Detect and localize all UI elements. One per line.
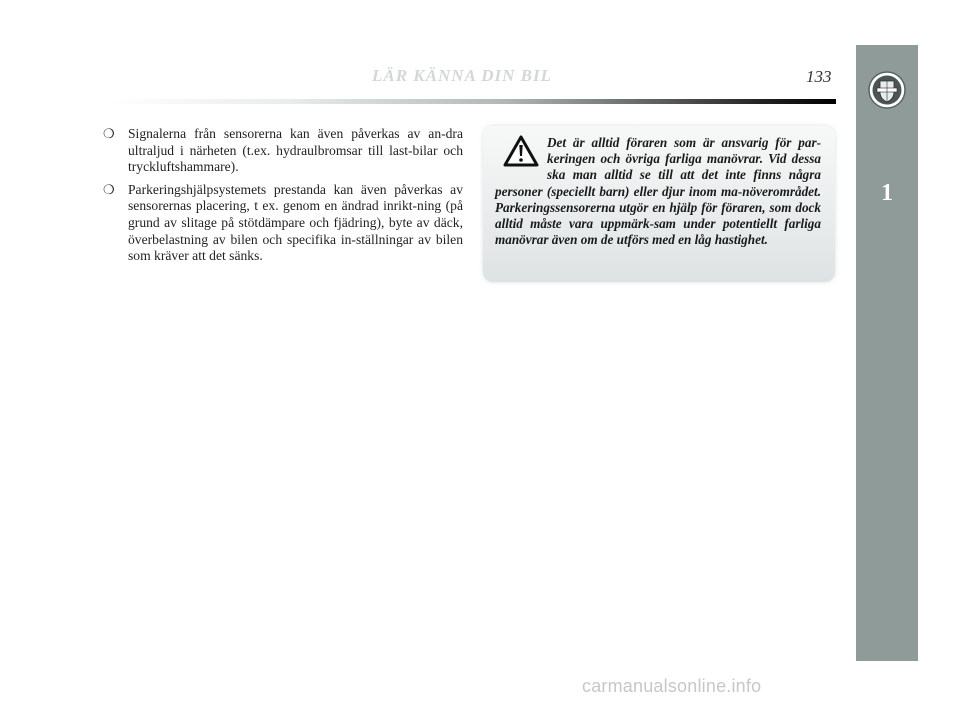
page-number: 133 bbox=[806, 67, 832, 86]
bullet-text: Signalerna från sensorerna kan även påverkas av an-dra ultraljud i närheten (t.ex. hydraulbromsar till last-bilar och tryckluftshammare). bbox=[128, 126, 463, 175]
bullet-text: Parkeringshjälpsystemets prestanda kan även påverkas av sensorernas placering, t ex. genom en ändrad inrikt-ning (på grund av slitage på stötdämpare och fjädring), byte av däck, överbelastning av bilen och specifika in-ställningar av bilen som kräver att det sänks. bbox=[128, 181, 463, 264]
lancia-shield-logo-icon bbox=[867, 70, 907, 110]
warning-text: Det är alltid föraren som är ansvarig för par-keringen och övriga farliga manövrar. Vid dessa ska man alltid se till att det inte finns några personer (speciellt barn) eller djur inom ma-növerområdet. Parkeringssensorerna utgör en hjälp för föraren, som dock alltid måste vara uppmärk-sam under potentiellt farliga manövrar även om de utförs med en låg hastighet. bbox=[495, 135, 821, 248]
chapter-sidebar bbox=[856, 45, 918, 661]
bullet-marker: ❍ bbox=[103, 181, 115, 197]
list-item bbox=[103, 126, 463, 176]
site-watermark: carmanualsonline.info bbox=[582, 676, 762, 696]
list-item bbox=[103, 182, 463, 265]
warning-box bbox=[483, 126, 835, 282]
section-title: LÄR KÄNNA DIN BIL bbox=[372, 66, 552, 85]
bullet-list bbox=[103, 126, 463, 271]
bullet-marker: ❍ bbox=[103, 126, 115, 141]
header-divider bbox=[108, 99, 836, 104]
chapter-number: 1 bbox=[881, 180, 893, 206]
